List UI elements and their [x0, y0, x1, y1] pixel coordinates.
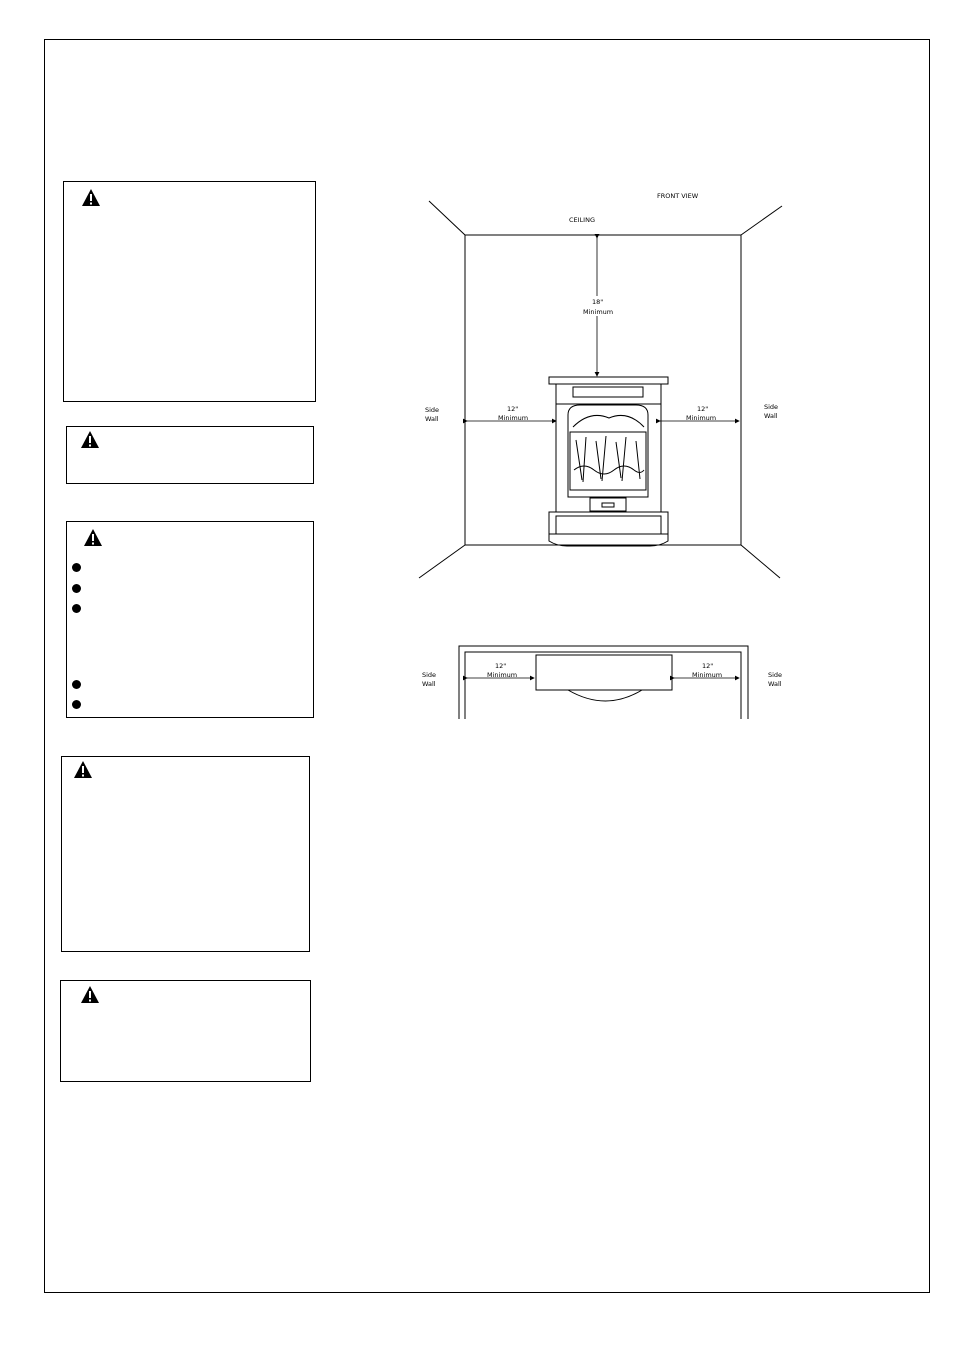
right-clearance-label: Minimum: [686, 414, 717, 422]
top-left-clearance-label: Minimum: [487, 671, 518, 679]
left-clearance-label: Minimum: [498, 414, 529, 422]
top-side-wall-right-label: Wall: [768, 680, 782, 688]
room-outline: [419, 201, 782, 578]
top-side-wall-left-label: Side: [422, 671, 437, 679]
front-view-label: FRONT VIEW: [657, 192, 699, 200]
side-wall-right-label: Side: [764, 403, 779, 411]
top-side-wall-left-label: Wall: [422, 680, 436, 688]
right-clearance-value: 12": [697, 405, 709, 413]
top-left-clearance-value: 12": [495, 662, 507, 670]
top-side-wall-right-label: Side: [768, 671, 783, 679]
side-wall-right-label: Wall: [764, 412, 778, 420]
side-wall-left-label: Side: [425, 406, 440, 414]
ceiling-label: CEILING: [569, 216, 595, 224]
ceiling-clearance-label: Minimum: [583, 308, 614, 316]
side-wall-left-label: Wall: [425, 415, 439, 423]
ceiling-clearance-value: 18": [592, 298, 604, 306]
heater-front-drawing: [549, 377, 668, 546]
left-clearance-value: 12": [507, 405, 519, 413]
top-view-drawing: [459, 646, 748, 719]
top-right-clearance-value: 12": [702, 662, 714, 670]
top-right-clearance-label: Minimum: [692, 671, 723, 679]
